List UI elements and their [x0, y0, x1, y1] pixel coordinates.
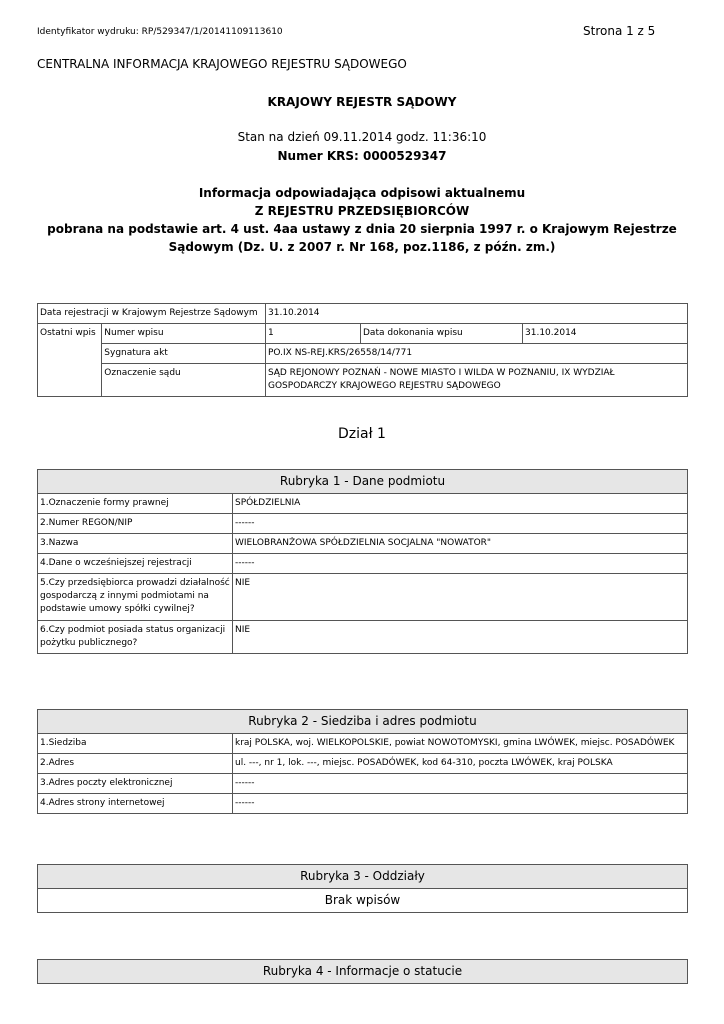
table-row [38, 304, 688, 324]
table-row [38, 734, 688, 754]
field-label: 1.Oznaczenie formy prawnej [38, 494, 233, 514]
institution-name: CENTRALNA INFORMACJA KRAJOWEGO REJESTRU SĄDOWEGO [37, 57, 407, 71]
section-heading: Dział 1 [338, 426, 386, 442]
table-row [38, 621, 688, 654]
field-value: ul. ---, nr 1, lok. ---, miejsc. POSADÓWEK, kod 64-310, poczta LWÓWEK, kraj POLSKA [233, 754, 688, 774]
field-label: 5.Czy przedsiębiorca prowadzi działalność gospodarczą z innymi podmiotami na podstawie umowy spółki cywilnej? [38, 574, 233, 621]
info-line-2: Z REJESTRU PRZEDSIĘBIORCÓW [254, 204, 470, 218]
table-row [38, 754, 688, 774]
page-number: Strona 1 z 5 [583, 24, 656, 38]
rubryka-1-title: Rubryka 1 - Dane podmiotu [38, 470, 688, 494]
registration-date-label: Data rejestracji w Krajowym Rejestrze Sądowym [38, 304, 266, 324]
court-value: SĄD REJONOWY POZNAŃ - NOWE MIASTO I WILDA W POZNANIU, IX WYDZIAŁ GOSPODARCZY KRAJOWEGO REJESTRU SĄDOWEGO [266, 364, 688, 397]
table-row [38, 364, 688, 397]
entry-date-label: Data dokonania wpisu [361, 324, 523, 344]
registration-date-value: 31.10.2014 [266, 304, 688, 324]
rubryka-4-table [37, 959, 688, 984]
entry-date-value: 31.10.2014 [523, 324, 688, 344]
field-label: 4.Adres strony internetowej [38, 794, 233, 814]
rubryka-2-table [37, 709, 688, 814]
field-value: ------ [233, 514, 688, 534]
field-label: 2.Adres [38, 754, 233, 774]
table-row [38, 774, 688, 794]
last-entry-label: Ostatni wpis [38, 324, 102, 397]
field-value: ------ [233, 554, 688, 574]
table-row [38, 554, 688, 574]
entry-number-label: Numer wpisu [102, 324, 266, 344]
info-block [0, 184, 724, 256]
field-value: ------ [233, 794, 688, 814]
field-value: kraj POLSKA, woj. WIELKOPOLSKIE, powiat NOWOTOMYSKI, gmina LWÓWEK, miejsc. POSADÓWEK [233, 734, 688, 754]
signature-label: Sygnatura akt [102, 344, 266, 364]
field-value: WIELOBRANŻOWA SPÓŁDZIELNIA SOCJALNA "NOWATOR" [233, 534, 688, 554]
court-label: Oznaczenie sądu [102, 364, 266, 397]
rubryka-4-title: Rubryka 4 - Informacje o statucie [38, 960, 688, 984]
table-row [38, 494, 688, 514]
rubryka-3-table [37, 864, 688, 913]
field-label: 4.Dane o wcześniejszej rejestracji [38, 554, 233, 574]
table-row [38, 794, 688, 814]
field-value: SPÓŁDZIELNIA [233, 494, 688, 514]
registration-table [37, 303, 688, 397]
field-value: ------ [233, 774, 688, 794]
table-row [38, 324, 688, 344]
status-date: Stan na dzień 09.11.2014 godz. 11:36:10 [237, 130, 487, 144]
field-value: NIE [233, 621, 688, 654]
info-line-3: pobrana na podstawie art. 4 ust. 4aa ustawy z dnia 20 sierpnia 1997 r. o Krajowym Rejestrze [47, 222, 677, 236]
table-row [38, 534, 688, 554]
table-row [38, 574, 688, 621]
document-title: KRAJOWY REJESTR SĄDOWY [267, 95, 457, 109]
table-row [38, 514, 688, 534]
field-label: 3.Nazwa [38, 534, 233, 554]
field-label: 1.Siedziba [38, 734, 233, 754]
info-line-1: Informacja odpowiadająca odpisowi aktualnemu [198, 186, 526, 200]
rubryka-2-title: Rubryka 2 - Siedziba i adres podmiotu [38, 710, 688, 734]
no-entries: Brak wpisów [38, 889, 688, 913]
print-identifier: Identyfikator wydruku: RP/529347/1/20141109113610 [37, 27, 283, 37]
signature-value: PO.IX NS-REJ.KRS/26558/14/771 [266, 344, 688, 364]
rubryka-3-title: Rubryka 3 - Oddziały [38, 865, 688, 889]
field-label: 6.Czy podmiot posiada status organizacji pożytku publicznego? [38, 621, 233, 654]
info-line-4: Sądowym (Dz. U. z 2007 r. Nr 168, poz.1186, z późn. zm.) [168, 240, 556, 254]
krs-number: Numer KRS: 0000529347 [277, 149, 447, 163]
field-label: 2.Numer REGON/NIP [38, 514, 233, 534]
rubryka-1-table [37, 469, 688, 654]
field-label: 3.Adres poczty elektronicznej [38, 774, 233, 794]
entry-number-value: 1 [266, 324, 361, 344]
table-row [38, 344, 688, 364]
field-value: NIE [233, 574, 688, 621]
